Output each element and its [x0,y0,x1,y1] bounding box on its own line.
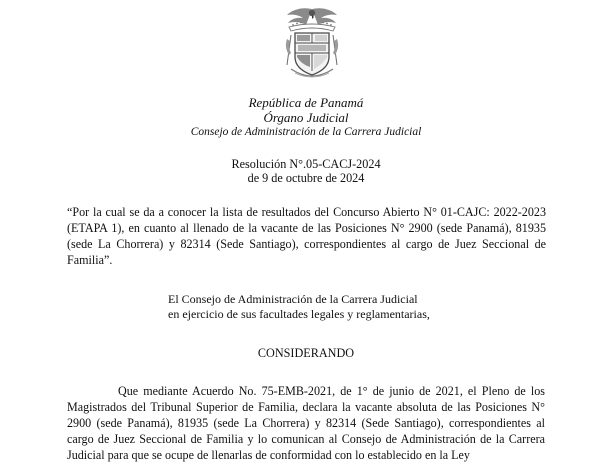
body-paragraph: Que mediante Acuerdo No. 75-EMB-2021, de 1° de junio de 2021, el Pleno de los Magistrados del Tribunal Superior de Familia, declara la vacante absoluta de las Posiciones N° 2900 (sede Panamá), 81935 (sede La Chorrera) y 82314 (Sede Santiago), correspondientes al cargo de Juez Seccional de Familia y lo comunican al Consejo de Administración de la Carrera Judicial para que se ocupe de llenarlas de conformidad con lo establecido en la Ley [67,384,545,462]
resolution-subject-quote: “Por la cual se da a conocer la lista de resultados del Concurso Abierto N° 01-CAJC: 2022-2023 (ETAPA 1), en cuanto al llenado de la vacante de las Posiciones N° 2900 (sede Panamá), 81935 (sede La Chorrera) y 82314 (Sede Santiago), correspondientes al cargo de Juez Seccional de Familia”. [67,205,546,267]
section-title: CONSIDERANDO [257,346,355,360]
resolution-number: Resolución N°.05-CACJ-2024 [231,157,381,171]
council-preamble [168,292,508,322]
council-line-1: El Consejo de Administración de la Carrera Judicial [168,292,418,306]
resolution-date: de 9 de octubre de 2024 [247,171,365,185]
header-country: República de Panamá [248,95,364,110]
coat-of-arms-seal-icon [281,5,343,83]
council-line-2: en ejercicio de sus facultades legales y reglamentarias, [168,307,430,321]
header-organ: Órgano Judicial [263,110,349,125]
header-council: Consejo de Administración de la Carrera Judicial [190,126,422,138]
